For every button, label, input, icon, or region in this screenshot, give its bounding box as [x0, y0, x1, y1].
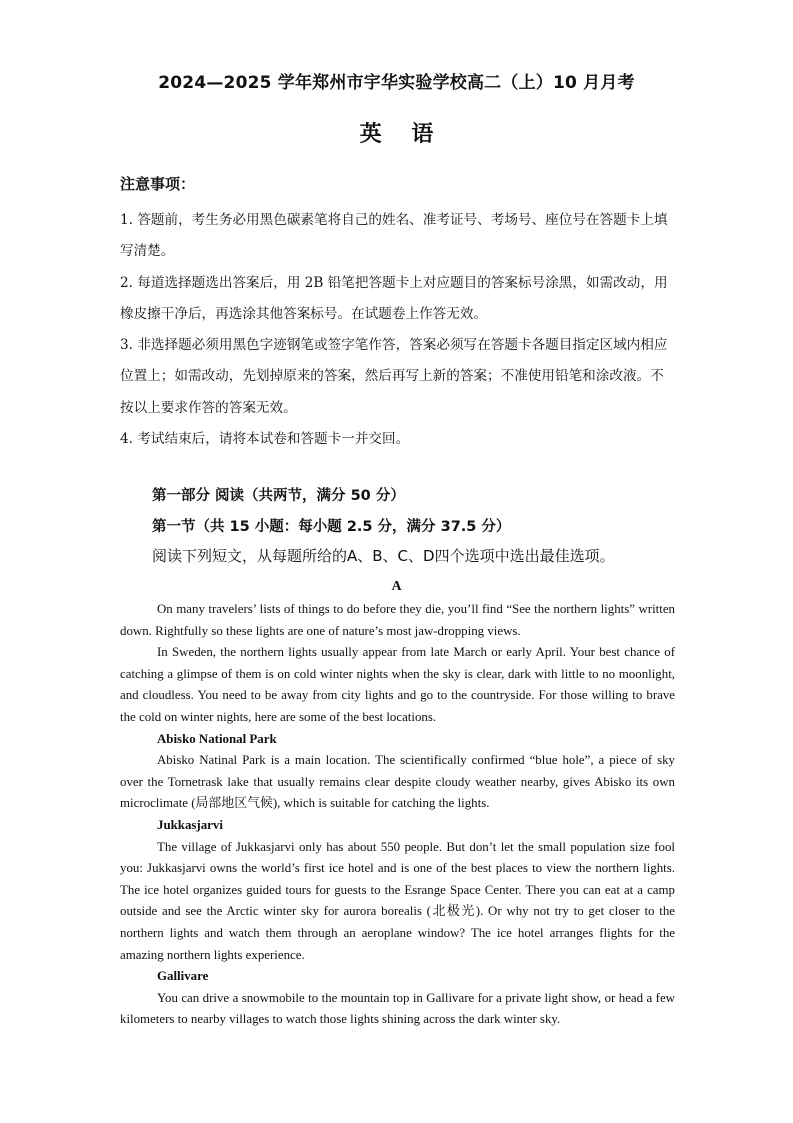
passage-paragraph: In Sweden, the northern lights usually appear from late March or early April. Your best chance of catching a glimpse of them is on cold winter nights when the sky is clear, dark with little to no moonlight, and cloudless. You need to be away from city lights and go to the countryside. For those willing to brave the cold on winter nights, here are some of the best locations. — [120, 645, 675, 724]
notice-item: 3. 非选择题必须用黑色字迹钢笔或签字笔作答，答案必须写在答题卡各题目指定区域内相应位置上；如需改动，先划掉原来的答案，然后再写上新的答案；不准使用铅笔和涂改液。不按以上要求作答的答案无效。 — [120, 337, 668, 416]
location-heading: Abisko National Park — [157, 731, 277, 746]
reading-instruction: 阅读下列短文，从每题所给的A、B、C、D四个选项中选出最佳选项。 — [152, 547, 615, 565]
notice-item: 2. 每道选择题选出答案后，用 2B 铅笔把答题卡上对应题目的答案标号涂黑，如需改动，用橡皮擦干净后，再选涂其他答案标号。在试题卷上作答无效。 — [120, 274, 668, 322]
passage-paragraph: On many travelers’ lists of things to do before they die, you’ll find “See the northern lights” written down. Rightfully so these lights are one of nature’s most jaw-dropping views. — [120, 602, 675, 638]
location-heading: Jukkasjarvi — [157, 817, 223, 832]
passage-paragraph: The village of Jukkasjarvi only has about 550 people. But don’t let the small population size fool you: Jukkasjarvi owns the world’s first ice hotel and is one of the best places to view the northern lights. The ice hotel organizes guided tours for guests to the Esrange Space Center. There you can eat at a camp outside and see the Arctic winter sky for aurora borealis (北极光). Or why not try to get closer to the northern lights and watch them through an aeroplane window? The ice hotel arranges flights for the amazing northern lights experience. — [120, 839, 675, 962]
notice-list — [120, 205, 675, 455]
exam-title: 2024—2025 学年郑州市宇华实验学校高二（上）10 月月考 — [158, 73, 635, 93]
notice-heading: 注意事项： — [120, 175, 196, 193]
location-heading: Gallivare — [157, 969, 209, 984]
notice-item: 1. 答题前，考生务必用黑色碳素笔将自己的姓名、准考证号、考场号、座位号在答题卡上填写清楚。 — [120, 212, 668, 260]
subject-title: 英 语 — [359, 122, 434, 147]
passage-paragraph: Abisko Natinal Park is a main location. The scientifically confirmed “blue hole”, a piece of sky over the Tornetrask lake that usually remains clear despite cloudy weather nearby, gives Abisko its own microclimate (局部地区气候), which is suitable for catching the lights. — [120, 753, 675, 811]
notice-item: 4. 考试结束后，请将本试卷和答题卡一并交回。 — [120, 431, 410, 448]
section-heading: 第一节（共 15 小题：每小题 2.5 分，满分 37.5 分） — [152, 519, 511, 535]
passage-label: A — [391, 579, 402, 594]
passage-paragraph: You can drive a snowmobile to the mountain top in Gallivare for a private light show, or head a few kilometers to nearby villages to watch those lights shining across the dark winter sky. — [120, 990, 675, 1027]
part-heading: 第一部分 阅读（共两节，满分 50 分） — [152, 488, 405, 504]
passage-body — [120, 599, 675, 1031]
